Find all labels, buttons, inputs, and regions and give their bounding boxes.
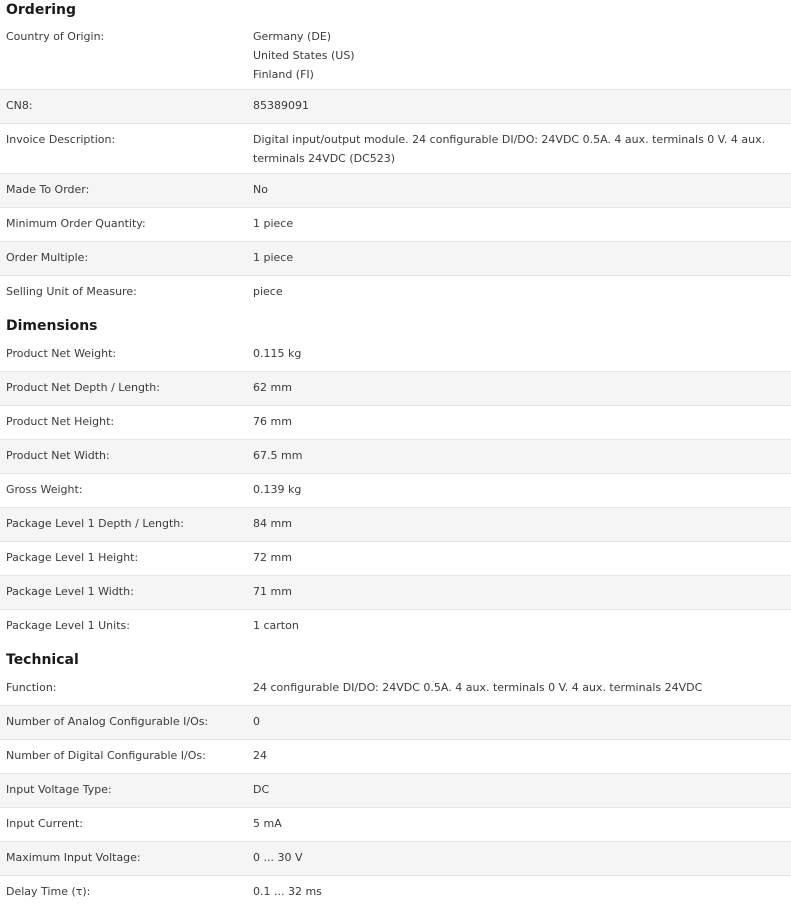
spec-row-cn8 bbox=[0, 90, 791, 124]
spec-row-product-net-depth bbox=[0, 372, 791, 406]
spec-value: 0 bbox=[253, 715, 260, 728]
spec-row-country-of-origin bbox=[0, 20, 791, 90]
spec-row-input-current bbox=[0, 808, 791, 842]
spec-row-order-multiple bbox=[0, 242, 791, 276]
spec-label: Delay Time (τ): bbox=[6, 885, 91, 898]
spec-row-made-to-order bbox=[0, 174, 791, 208]
section-title-ordering: Ordering bbox=[6, 2, 77, 18]
spec-value: 71 mm bbox=[253, 585, 292, 598]
spec-value-line: Germany (DE) bbox=[253, 30, 332, 43]
spec-label: Gross Weight: bbox=[6, 483, 83, 496]
spec-label: Maximum Input Voltage: bbox=[6, 851, 141, 864]
spec-row-invoice-description bbox=[0, 124, 791, 174]
spec-label: Package Level 1 Height: bbox=[6, 551, 139, 564]
spec-row-delay-time bbox=[0, 876, 791, 910]
spec-row-product-net-weight bbox=[0, 338, 791, 372]
spec-value: DC bbox=[253, 783, 270, 796]
spec-value-line: Finland (FI) bbox=[253, 68, 314, 81]
spec-value: 24 bbox=[253, 749, 267, 762]
spec-value: 85389091 bbox=[253, 99, 309, 112]
spec-label: Order Multiple: bbox=[6, 251, 89, 264]
spec-row-selling-unit-of-measure bbox=[0, 276, 791, 310]
spec-value: 0.1 ... 32 ms bbox=[253, 885, 322, 898]
spec-value: 62 mm bbox=[253, 381, 292, 394]
spec-row-input-voltage-type bbox=[0, 774, 791, 808]
spec-value: 0.139 kg bbox=[253, 483, 302, 496]
spec-value: 0.115 kg bbox=[253, 347, 302, 360]
spec-label: Product Net Height: bbox=[6, 415, 115, 428]
spec-row-gross-weight bbox=[0, 474, 791, 508]
spec-label: Minimum Order Quantity: bbox=[6, 217, 146, 230]
spec-label: Product Net Depth / Length: bbox=[6, 381, 160, 394]
spec-row-package-units bbox=[0, 610, 791, 644]
spec-row-product-net-width bbox=[0, 440, 791, 474]
spec-label: Package Level 1 Width: bbox=[6, 585, 134, 598]
spec-row-maximum-input-voltage bbox=[0, 842, 791, 876]
spec-label: Product Net Weight: bbox=[6, 347, 117, 360]
spec-value: Digital input/output module. 24 configurable DI/DO: 24VDC 0.5A. 4 aux. terminals 0 V. 4 aux. terminals 24VDC (DC523) bbox=[253, 133, 766, 165]
spec-label: CN8: bbox=[6, 99, 33, 112]
spec-row-analog-configurable-ios bbox=[0, 706, 791, 740]
spec-label: Input Current: bbox=[6, 817, 83, 830]
spec-value: piece bbox=[253, 285, 283, 298]
spec-label: Package Level 1 Units: bbox=[6, 619, 130, 632]
section-technical bbox=[0, 644, 791, 910]
spec-value-line: United States (US) bbox=[253, 49, 355, 62]
spec-label: Invoice Description: bbox=[6, 133, 116, 146]
spec-row-minimum-order-quantity bbox=[0, 208, 791, 242]
spec-value: 1 piece bbox=[253, 217, 294, 230]
spec-label: Function: bbox=[6, 681, 57, 694]
spec-label: Input Voltage Type: bbox=[6, 783, 112, 796]
spec-value: No bbox=[253, 183, 268, 196]
spec-row-package-height bbox=[0, 542, 791, 576]
section-dimensions bbox=[0, 310, 791, 644]
section-title-dimensions: Dimensions bbox=[6, 318, 98, 334]
spec-label: Package Level 1 Depth / Length: bbox=[6, 517, 184, 530]
spec-row-package-width bbox=[0, 576, 791, 610]
section-title-technical: Technical bbox=[6, 652, 79, 668]
spec-label: Product Net Width: bbox=[6, 449, 110, 462]
spec-row-package-depth bbox=[0, 508, 791, 542]
spec-value bbox=[253, 27, 791, 89]
spec-value: 5 mA bbox=[253, 817, 282, 830]
spec-row-product-net-height bbox=[0, 406, 791, 440]
spec-value: 0 ... 30 V bbox=[253, 851, 303, 864]
spec-label: Made To Order: bbox=[6, 183, 90, 196]
spec-label: Selling Unit of Measure: bbox=[6, 285, 137, 298]
spec-value: 76 mm bbox=[253, 415, 292, 428]
spec-value: 24 configurable DI/DO: 24VDC 0.5A. 4 aux. terminals 0 V. 4 aux. terminals 24VDC bbox=[253, 681, 703, 694]
spec-value: 67.5 mm bbox=[253, 449, 303, 462]
spec-value: 1 carton bbox=[253, 619, 299, 632]
spec-label: Country of Origin: bbox=[6, 30, 105, 43]
spec-value: 84 mm bbox=[253, 517, 292, 530]
spec-row-digital-configurable-ios bbox=[0, 740, 791, 774]
spec-value: 72 mm bbox=[253, 551, 292, 564]
spec-label: Number of Analog Configurable I/Os: bbox=[6, 715, 209, 728]
spec-value: 1 piece bbox=[253, 251, 294, 264]
spec-label: Number of Digital Configurable I/Os: bbox=[6, 749, 206, 762]
section-ordering bbox=[0, 0, 791, 310]
spec-row-function bbox=[0, 672, 791, 706]
